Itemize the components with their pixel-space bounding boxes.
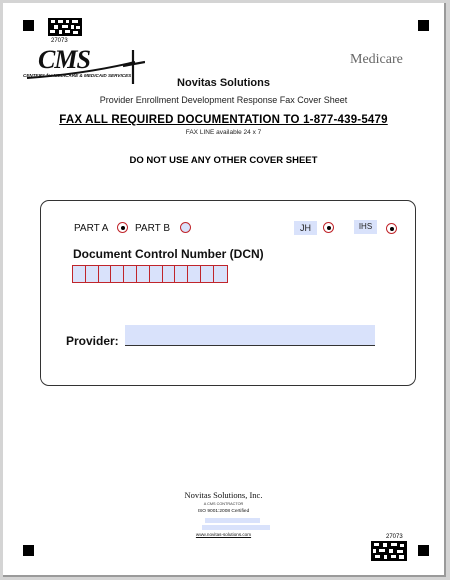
- jh-tag: JH: [294, 221, 317, 235]
- dcn-input[interactable]: [72, 265, 228, 283]
- dcn-box[interactable]: [214, 266, 227, 282]
- barcode-bottom: [371, 541, 407, 561]
- dcn-label: Document Control Number (DCN): [73, 247, 264, 261]
- fax-availability: FAX LINE available 24 x 7: [185, 129, 262, 136]
- ihs-tag: IHS: [354, 220, 377, 234]
- barcode-top: [48, 18, 82, 36]
- corner-mark-bottom-right: [418, 545, 429, 556]
- dcn-box[interactable]: [175, 266, 188, 282]
- dcn-box[interactable]: [86, 266, 99, 282]
- provider-label: Provider:: [66, 334, 119, 348]
- dcn-box[interactable]: [137, 266, 150, 282]
- cms-logo-subtitle: CENTERS for MEDICARE & MEDICAID SERVICES: [23, 73, 132, 78]
- medicare-label: Medicare: [350, 52, 403, 67]
- footer-iso: ISO 9001:2008 Certified: [197, 509, 250, 514]
- dcn-box[interactable]: [150, 266, 163, 282]
- form-code-bottom: 27073: [386, 534, 403, 540]
- cms-logo-text: CMS: [38, 45, 90, 74]
- part-b-radio[interactable]: [180, 222, 191, 233]
- footer-tagline: A CMS CONTRACTOR: [203, 502, 244, 506]
- dcn-box[interactable]: [163, 266, 176, 282]
- footer-company: Novitas Solutions, Inc.: [184, 490, 263, 500]
- ihs-radio[interactable]: [386, 223, 397, 234]
- part-a-label: PART A: [74, 223, 109, 234]
- corner-mark-top-left: [23, 20, 34, 31]
- dcn-box[interactable]: [188, 266, 201, 282]
- part-a-radio[interactable]: [117, 222, 128, 233]
- fax-instruction: FAX ALL REQUIRED DOCUMENTATION TO 1-877-439-5479: [59, 114, 388, 126]
- dcn-box[interactable]: [111, 266, 124, 282]
- dcn-box[interactable]: [99, 266, 112, 282]
- dcn-box[interactable]: [73, 266, 86, 282]
- org-name: Novitas Solutions: [177, 77, 270, 89]
- dcn-box[interactable]: [124, 266, 137, 282]
- footer-website-link[interactable]: www.novitas-solutions.com: [195, 532, 252, 537]
- provider-input[interactable]: [125, 325, 375, 346]
- corner-mark-top-right: [418, 20, 429, 31]
- part-b-label: PART B: [135, 223, 171, 234]
- fax-cover-sheet: [3, 3, 446, 577]
- dcn-box[interactable]: [201, 266, 214, 282]
- corner-mark-bottom-left: [23, 545, 34, 556]
- jh-radio[interactable]: [323, 222, 334, 233]
- cover-sheet-warning: DO NOT USE ANY OTHER COVER SHEET: [129, 155, 318, 166]
- form-subtitle: Provider Enrollment Development Response Fax Cover Sheet: [99, 95, 348, 105]
- footer-field-1: [205, 518, 260, 523]
- form-code-top: 27073: [51, 38, 68, 44]
- footer-field-2: [202, 525, 270, 530]
